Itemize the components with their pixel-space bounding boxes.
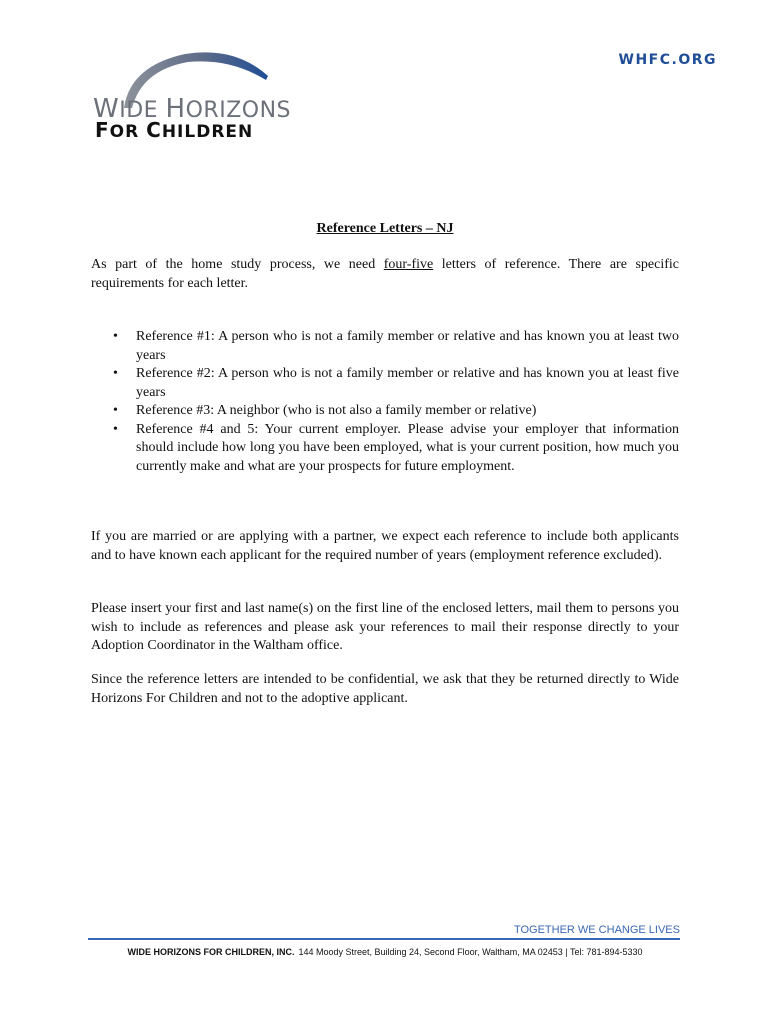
site-url-link[interactable]: WHFC.ORG [618, 52, 717, 68]
footer-divider [88, 938, 680, 940]
reference-item-1: • Reference #1: A person who is not a family member or relative and has known you at least two years [113, 329, 679, 363]
reference-item-2: • Reference #2: A person who is not a family member or relative and has known you at least five years [113, 366, 679, 400]
bullet-icon: • [113, 421, 118, 437]
married-partner-paragraph: If you are married or are applying with a partner, we expect each reference to include both applicants and to have known each applicant for the required number of years (employment reference excluded). [91, 529, 679, 563]
reference-item-4-5: • Reference #4 and 5: Your current employer. Please advise your employer that information should include how long you have been employed, what is your current position, how much you currently make and what are your prospects for future employment. [113, 421, 679, 474]
confidential-paragraph: Since the reference letters are intended to be confidential, we ask that they be returned directly to Wide Horizons For Children and not to the adoptive applicant. [91, 672, 679, 706]
intro-paragraph: As part of the home study process, we need four-five letters of reference. There are specific requirements for each letter. [91, 257, 679, 291]
footer-org-name: WIDE HORIZONS FOR CHILDREN, INC. [127, 947, 295, 957]
reference-requirements-list [91, 328, 679, 476]
footer-tagline: TOGETHER WE CHANGE LIVES [513, 924, 680, 936]
bullet-icon: • [113, 329, 118, 344]
logo-wordmark-line2: FOR CHILDREN [95, 118, 254, 142]
footer-address: 144 Moody Street, Building 24, Second Floor, Waltham, MA 02453 | Tel: 781-894-5330 [298, 947, 643, 957]
document-title: Reference Letters – NJ [316, 221, 454, 236]
insert-names-paragraph: Please insert your first and last name(s) on the first line of the enclosed letters, mail them to persons you wish to include as references and please ask your references to mail their response directly to your Adoption Coordinator in the Waltham office. [91, 601, 679, 653]
bullet-icon: • [113, 403, 118, 418]
wide-horizons-logo [90, 50, 320, 145]
bullet-icon: • [113, 366, 118, 381]
logo-wordmark-line1: WIDE HORIZONS [93, 94, 292, 124]
reference-item-3: • Reference #3: A neighbor (who is not also a family member or relative) [91, 402, 679, 421]
four-five-emphasis: four-five [383, 257, 434, 272]
footer-contact [0, 947, 770, 957]
